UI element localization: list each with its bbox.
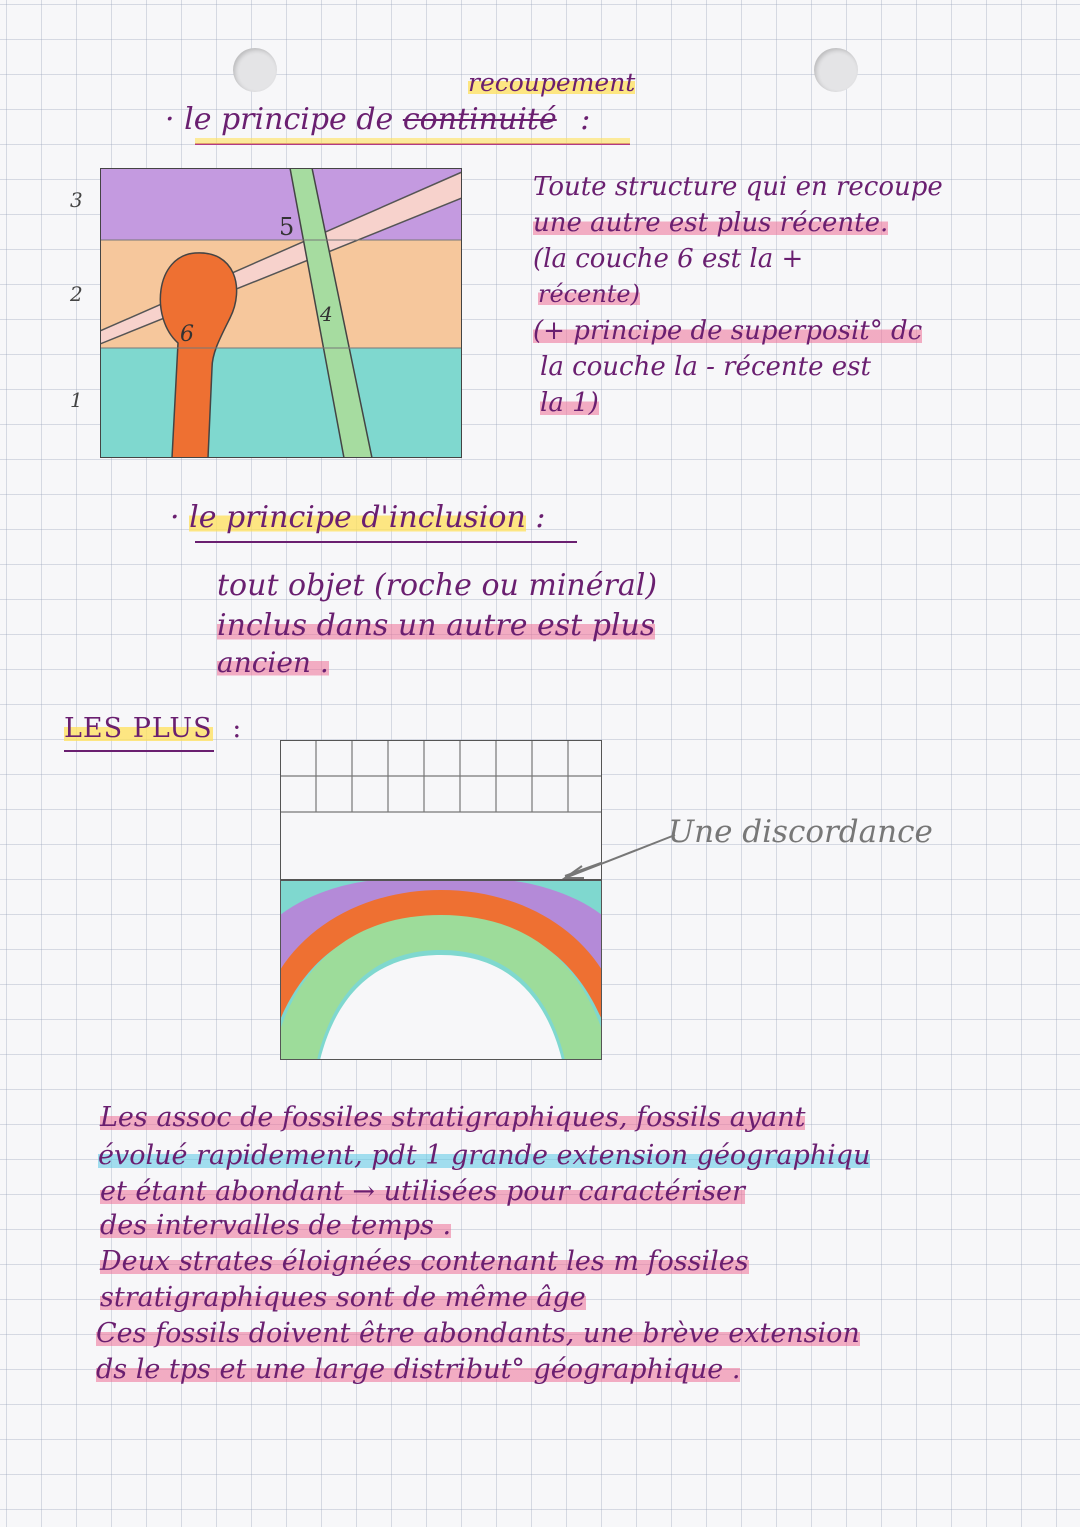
punch-hole-left (233, 48, 277, 92)
section2-title: · le principe d'inclusion : (170, 500, 546, 535)
layer-number-3: 3 (70, 188, 83, 212)
unconformity-diagram (280, 740, 602, 1060)
section2-text-2: inclus dans un autre est plus (217, 608, 656, 643)
punch-hole-right (814, 48, 858, 92)
paragraph-line-7: Ces fossils doivent être abondants, une brève extension (96, 1318, 860, 1349)
paragraph-line-5: Deux strates éloignées contenant les m fossiles (100, 1246, 749, 1277)
section2-underline (195, 541, 577, 543)
section1-text-6: la couche la - récente est (540, 352, 871, 382)
section2-text-1: tout objet (roche ou minéral) (217, 568, 658, 603)
paragraph-line-1: Les assoc de fossiles stratigraphiques, fossils ayant (100, 1102, 806, 1133)
paragraph-line-6: stratigraphiques sont de même âge (100, 1282, 586, 1313)
label-5: 5 (279, 213, 295, 241)
paragraph-line-2: évolué rapidement, pdt 1 grande extension géographiqu (98, 1140, 871, 1171)
section3-title: LES PLUS : (64, 713, 243, 744)
section1-text-4: récente) (538, 280, 640, 308)
section1-underline-highlight (195, 138, 630, 144)
section1-text-3: (la couche 6 est la + (533, 244, 804, 274)
section1-text-7: la 1) (540, 388, 599, 418)
discordance-arrow-line (560, 830, 680, 885)
layer-number-1: 1 (70, 388, 83, 412)
paragraph-line-4: des intervalles de temps . (100, 1210, 452, 1241)
cross-cutting-diagram (100, 168, 462, 458)
label-4: 4 (320, 302, 333, 326)
layer-number-2: 2 (70, 282, 83, 306)
section1-text-1: Toute structure qui en recoupe (533, 172, 943, 202)
section3-underline (64, 750, 214, 752)
title-correction: recoupement (468, 68, 636, 97)
section1-title: · le principe de continuité : (165, 102, 591, 137)
discordance-label: Une discordance (668, 814, 933, 850)
label-6: 6 (180, 322, 194, 347)
section1-text-2: une autre est plus récente. (533, 208, 889, 238)
layer-1-teal (100, 348, 462, 458)
section2-text-3: ancien . (217, 646, 329, 679)
section1-text-5: (+ principe de superposit° dc (533, 316, 923, 346)
paragraph-line-8: ds le tps et une large distribut° géographique . (96, 1354, 741, 1385)
title-bullet: · (170, 500, 180, 535)
title-bullet: · (165, 102, 175, 137)
paragraph-line-3: et étant abondant → utilisées pour caractériser (100, 1176, 745, 1207)
